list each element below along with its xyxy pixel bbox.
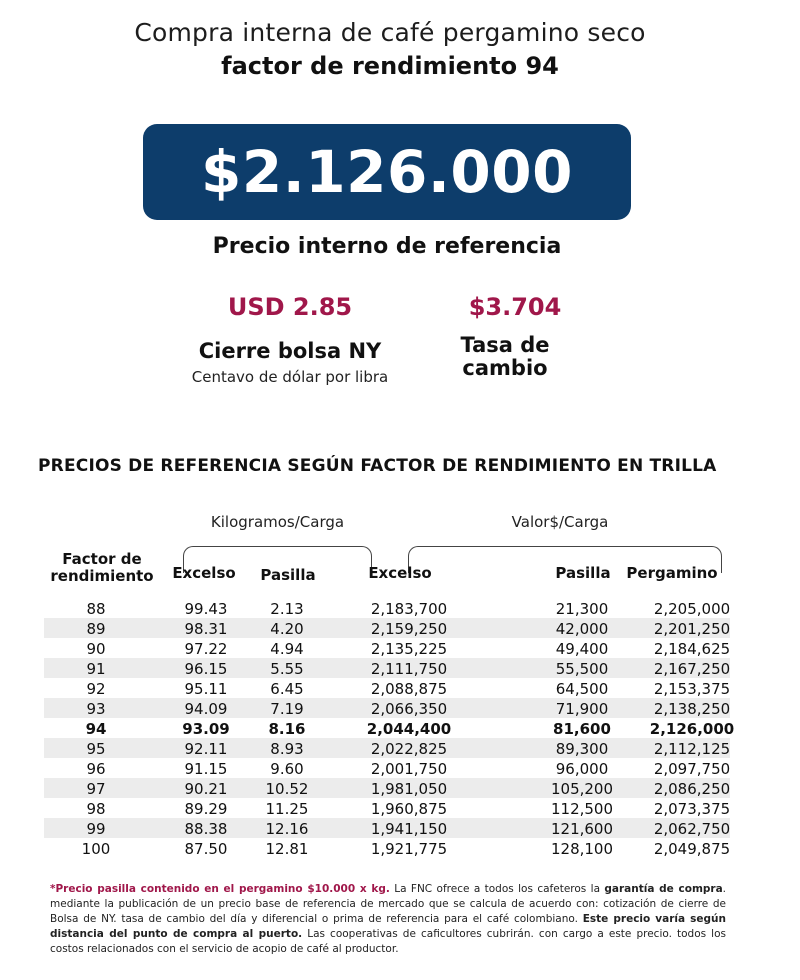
cell-excelso-kg: 89.29: [184, 800, 228, 818]
ny-close-label: Cierre bolsa NY: [198, 339, 382, 363]
table-row: [44, 698, 730, 718]
table-row: [44, 758, 730, 778]
reference-price-table: [44, 598, 735, 858]
cell-excelso-value: 1,921,775: [370, 840, 448, 858]
cell-factor: 95: [86, 740, 106, 758]
cell-pasilla-kg: 10.52: [265, 780, 309, 798]
cell-excelso-value: 1,981,050: [370, 780, 448, 798]
cell-factor: 92: [86, 680, 106, 698]
cell-pasilla-value: 121,600: [550, 820, 614, 838]
cell-excelso-kg: 94.09: [184, 700, 228, 718]
title-line-1: Compra interna de café pergamino seco: [134, 18, 646, 47]
cell-pergamino: 2,205,000: [653, 600, 731, 618]
column-header-pasilla-value: Pasilla: [555, 564, 611, 582]
column-header-factor-line-1: Factor de: [62, 550, 142, 568]
table-row: [44, 618, 730, 638]
cell-pergamino: 2,062,750: [653, 820, 731, 838]
column-header-factor-line-2: rendimiento: [50, 567, 154, 585]
cell-pasilla-value: 21,300: [555, 600, 609, 618]
ny-close-sublabel: Centavo de dólar por libra: [191, 368, 389, 386]
cell-factor: 100: [81, 840, 111, 858]
reference-price-label: Precio interno de referencia: [212, 234, 562, 259]
column-header-excelso-kg: Excelso: [172, 564, 236, 582]
cell-factor: 94: [85, 720, 107, 738]
table-row: [44, 798, 730, 818]
cell-pergamino: 2,086,250: [653, 780, 731, 798]
cell-excelso-kg: 92.11: [184, 740, 228, 758]
cell-pasilla-value: 42,000: [555, 620, 609, 638]
cell-factor: 99: [86, 820, 106, 838]
cell-pasilla-value: 105,200: [550, 780, 614, 798]
cell-pergamino: 2,097,750: [653, 760, 731, 778]
cell-excelso-kg: 87.50: [184, 840, 228, 858]
exchange-rate-value: $3.704: [468, 293, 562, 321]
cell-pasilla-kg: 9.60: [270, 760, 304, 778]
table-row: [44, 638, 730, 658]
cell-pasilla-kg: 8.93: [270, 740, 304, 758]
cell-pasilla-kg: 8.16: [268, 720, 306, 738]
column-header-factor: [46, 551, 158, 585]
table-title: PRECIOS DE REFERENCIA SEGÚN FACTOR DE RENDIMIENTO EN TRILLA: [38, 456, 717, 476]
cell-pasilla-value: 96,000: [555, 760, 609, 778]
column-header-pergamino: Pergamino: [626, 564, 718, 582]
group-header-kilograms: Kilogramos/Carga: [210, 513, 345, 531]
table-row-highlighted: [44, 718, 735, 738]
cell-pasilla-value: 112,500: [550, 800, 614, 818]
cell-excelso-value: 2,044,400: [366, 720, 452, 738]
cell-pasilla-value: 49,400: [555, 640, 609, 658]
cell-pasilla-kg: 12.81: [265, 840, 309, 858]
reference-price-box: [143, 124, 631, 220]
cell-excelso-kg: 99.43: [184, 600, 228, 618]
cell-excelso-value: 2,183,700: [370, 600, 448, 618]
cell-excelso-value: 2,159,250: [370, 620, 448, 638]
cell-factor: 89: [86, 620, 106, 638]
cell-pasilla-value: 64,500: [555, 680, 609, 698]
footnote: [50, 882, 726, 957]
column-header-excelso-value: Excelso: [368, 564, 432, 582]
cell-pasilla-kg: 4.94: [270, 640, 304, 658]
cell-excelso-kg: 96.15: [184, 660, 228, 678]
cell-pergamino: 2,201,250: [653, 620, 731, 638]
cell-excelso-value: 2,066,350: [370, 700, 448, 718]
exchange-rate-label: [440, 334, 570, 380]
table-row: [44, 818, 730, 838]
cell-excelso-kg: 88.38: [184, 820, 228, 838]
cell-excelso-value: 2,135,225: [370, 640, 448, 658]
cell-factor: 88: [86, 600, 106, 618]
table-row: [44, 838, 730, 858]
cell-excelso-value: 2,022,825: [370, 740, 448, 758]
cell-excelso-value: 1,941,150: [370, 820, 448, 838]
cell-pasilla-kg: 4.20: [270, 620, 304, 638]
cell-excelso-value: 2,088,875: [370, 680, 448, 698]
cell-pergamino: 2,073,375: [653, 800, 731, 818]
cell-pasilla-value: 128,100: [550, 840, 614, 858]
cell-pasilla-kg: 7.19: [270, 700, 304, 718]
cell-pasilla-value: 55,500: [555, 660, 609, 678]
cell-excelso-kg: 95.11: [184, 680, 228, 698]
table-row: [44, 778, 730, 798]
exchange-rate-label-line-2: cambio: [462, 356, 548, 380]
cell-excelso-kg: 93.09: [182, 720, 230, 738]
cell-excelso-kg: 91.15: [184, 760, 228, 778]
cell-pasilla-value: 81,600: [553, 720, 611, 738]
cell-factor: 97: [86, 780, 106, 798]
reference-price-value: $2.126.000: [201, 138, 573, 206]
cell-excelso-kg: 97.22: [184, 640, 228, 658]
cell-pasilla-kg: 6.45: [270, 680, 304, 698]
cell-pergamino: 2,153,375: [653, 680, 731, 698]
cell-pasilla-value: 89,300: [555, 740, 609, 758]
footnote-text-3: Las cooperativas de caficultores cubrirán. con cargo a este precio. todos los costos relacionados con el servicio de acopio de café al productor.: [50, 928, 726, 955]
cell-pergamino: 2,138,250: [653, 700, 731, 718]
cell-pergamino: 2,184,625: [653, 640, 731, 658]
table-row: [44, 658, 730, 678]
cell-excelso-value: 2,111,750: [370, 660, 448, 678]
ny-close-value: USD 2.85: [227, 293, 353, 321]
cell-factor: 90: [86, 640, 106, 658]
column-header-pasilla-kg: Pasilla: [260, 566, 316, 584]
cell-excelso-value: 1,960,875: [370, 800, 448, 818]
table-row: [44, 738, 730, 758]
cell-pergamino: 2,167,250: [653, 660, 731, 678]
cell-factor: 93: [86, 700, 106, 718]
cell-pergamino: 2,126,000: [649, 720, 735, 738]
cell-excelso-kg: 98.31: [184, 620, 228, 638]
table-row: [44, 678, 730, 698]
title-line-2: factor de rendimiento 94: [221, 52, 559, 80]
cell-excelso-kg: 90.21: [184, 780, 228, 798]
exchange-rate-label-line-1: Tasa de: [460, 333, 550, 357]
cell-factor: 98: [86, 800, 106, 818]
cell-pasilla-value: 71,900: [555, 700, 609, 718]
cell-pasilla-kg: 2.13: [270, 600, 304, 618]
footnote-bold-1: garantía de compra: [604, 883, 723, 895]
footnote-highlight: *Precio pasilla contenido en el pergamino $10.000 x kg.: [50, 883, 390, 895]
footnote-text-1: La FNC ofrece a todos los cafeteros la: [389, 883, 605, 895]
table-row: [44, 598, 730, 618]
cell-pergamino: 2,049,875: [653, 840, 731, 858]
cell-pasilla-kg: 12.16: [265, 820, 309, 838]
group-header-value: Valor$/Carga: [511, 513, 609, 531]
cell-factor: 96: [86, 760, 106, 778]
footnote-text-2: . mediante la publicación de un precio base de referencia de mercado que se calcula de acuerdo con: cotización de cierre de Bolsa de NY. tasa de cambio del día y diferencial o prima de referencia para el café colombiano.: [50, 883, 727, 925]
footnote-bold-2: Este precio varía según distancia del punto de compra al puerto.: [50, 913, 727, 940]
cell-pergamino: 2,112,125: [653, 740, 731, 758]
cell-excelso-value: 2,001,750: [370, 760, 448, 778]
cell-pasilla-kg: 5.55: [270, 660, 304, 678]
cell-pasilla-kg: 11.25: [265, 800, 309, 818]
cell-factor: 91: [86, 660, 106, 678]
